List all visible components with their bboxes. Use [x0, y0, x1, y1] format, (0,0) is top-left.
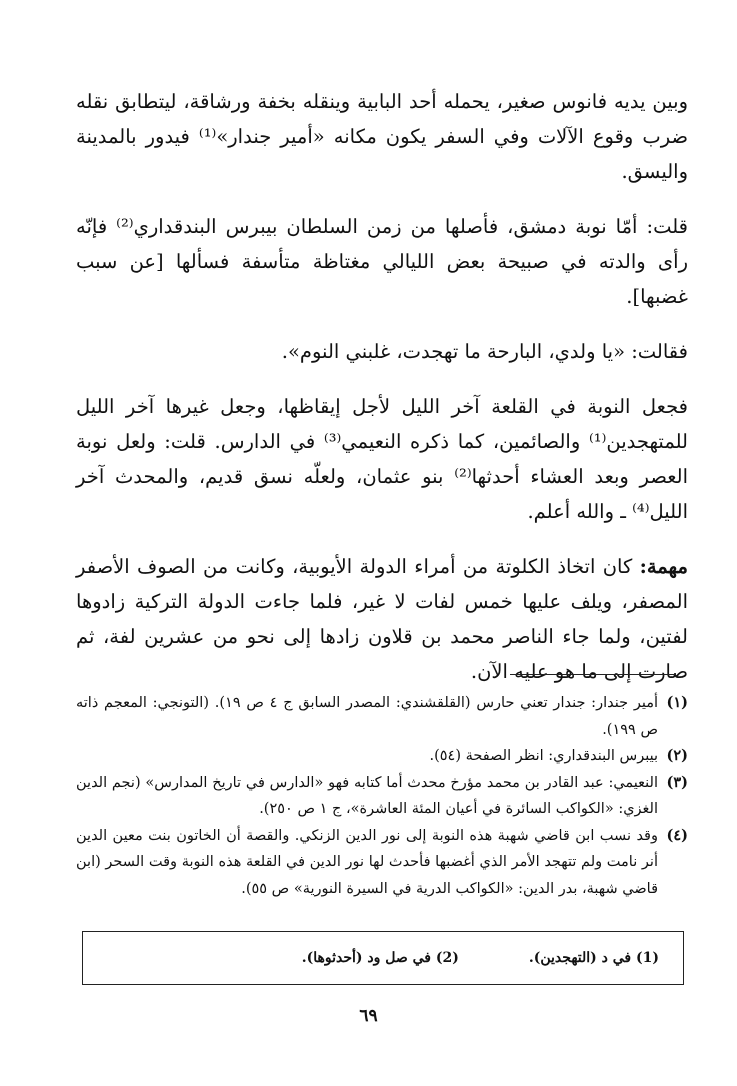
paragraph-body: كان اتخاذ الكلوتة من أمراء الدولة الأيوبية، وكانت من الصوف الأصفر المصفر، ويلف عليها خمس لفات لا غير، فلما جاءت الدولة التركية زادوها لفتين، ولما جاء الناصر محمد بن قلاون زادها إلى نحو من عشرين لفة، ثم صارت إلى ما هو عليه الآن. — [76, 555, 688, 683]
paragraph-lantern — [76, 84, 688, 189]
paragraph-body: وبين يديه فانوس صغير، يحمله أحد البابية وينقله بخفة ورشاقة، ليتطابق نقله ضرب وقوع الآلات وفي السفر يكون مكانه «أمير جندار»⁽¹⁾ فيدور بالمدينة واليسق. — [76, 90, 689, 183]
variant-note-1: (1) في د (التهجدين). — [528, 950, 659, 966]
footnote-separator — [510, 674, 676, 675]
paragraph-mother-quote — [76, 334, 688, 369]
main-text — [76, 84, 688, 709]
manuscript-variants-box — [82, 931, 684, 985]
paragraph-lead: مهمة: — [639, 555, 688, 578]
footnote-number: (٤) — [666, 826, 688, 844]
footnote-3 — [76, 770, 688, 823]
footnotes — [76, 690, 688, 902]
footnote-text: بيبرس البندقداري: انظر الصفحة (٥٤). — [429, 748, 658, 764]
footnote-text: أمير جندار: جندار تعني حارس (القلقشندي: المصدر السابق ج ٤ ص ١٩). (التونجي: المعجم ذاته ص ١٩٩). — [76, 695, 658, 738]
footnote-number: (٣) — [666, 773, 688, 791]
footnote-text: وقد نسب ابن قاضي شهبة هذه النوبة إلى نور الدين الزنكي. والقصة أن الخاتون بنت معين الدين أنر نامت ولم تتهجد الأمر الذي أغضبها فأحدث لها نور الدين في القلعة هذه النوبة وقت السحر (ابن قاضي شهبة، بدر الدين: «الكواكب الدرية في السيرة النورية» ص ٥٥). — [76, 827, 658, 897]
footnote-4 — [76, 823, 688, 903]
variant-note-2: (2) في صل ود (أحدثوها). — [301, 950, 459, 966]
paragraph-body: قلت: أمّا نوبة دمشق، فأصلها من زمن السلطان بيبرس البندقداري⁽²⁾ فإنّه رأى والدته في صبيحة بعض الليالي مغتاظة متأسفة فسألها [عن سبب غضبها]. — [76, 215, 688, 308]
paragraph-night-nawba — [76, 389, 688, 529]
page-number: ٦٩ — [359, 1006, 378, 1026]
footnote-2 — [76, 743, 688, 770]
paragraph-damascus-nawba — [76, 209, 688, 314]
footnote-text: النعيمي: عبد القادر بن محمد مؤرخ محدث أما كتابه فهو «الدارس في تاريخ المدارس» (نجم الدين الغزي: «الكواكب السائرة في أعيان المئة العاشرة»، ج ١ ص ٢٥٠). — [76, 774, 658, 817]
footnote-number: (٢) — [666, 747, 688, 764]
paragraph-body: فقالت: «يا ولدي، البارحة ما تهجدت، غلبني النوم». — [281, 340, 688, 363]
paragraph-body: فجعل النوبة في القلعة آخر الليل لأجل إيقاظها، وجعل غيرها آخر الليل للمتهجدين⁽¹⁾ والصائمين، كما ذكره النعيمي⁽³⁾ في الدارس. قلت: ولعل نوبة العصر وبعد العشاء أحدثها⁽²⁾ بنو عثمان، ولعلّه نسق قديم، والمحدث آخر الليل⁽⁴⁾ ـ والله أعلم. — [76, 395, 688, 523]
footnote-1 — [76, 690, 688, 743]
footnote-number: (١) — [666, 694, 688, 711]
paragraph-kalluta — [76, 549, 688, 689]
